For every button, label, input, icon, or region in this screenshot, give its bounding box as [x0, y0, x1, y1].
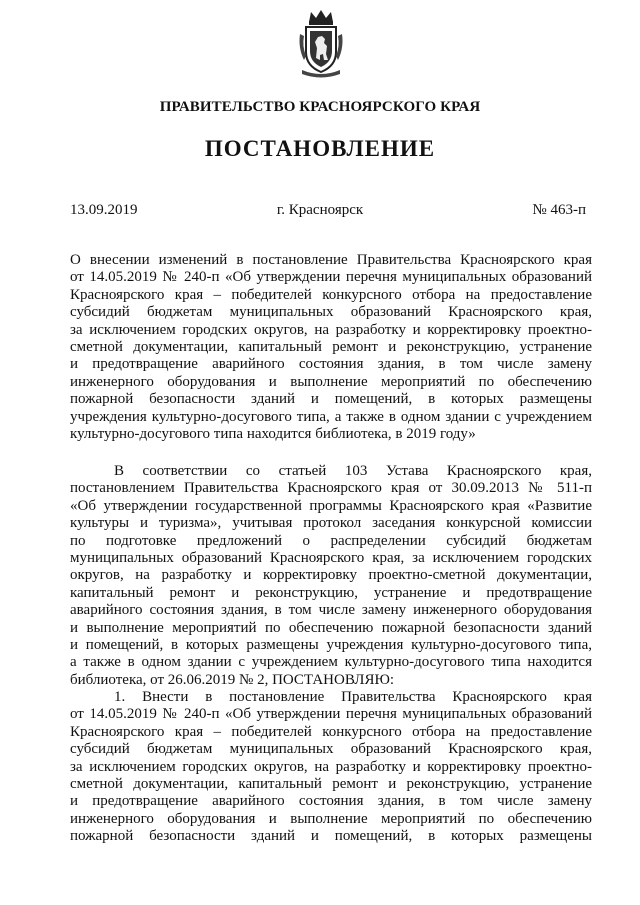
body-line: и помещений, в которых размещены учреждения культурно-досугового типа,: [70, 636, 592, 653]
krasnoyarsk-coat-of-arms-icon: [296, 8, 346, 78]
document-place: г. Красноярск: [276, 202, 364, 218]
body-line: от 14.05.2019 № 240-п «Об утверждении перечня муниципальных образований: [70, 706, 592, 723]
subject-line: от 14.05.2019 № 240-п «Об утверждении перечня муниципальных образований: [70, 269, 592, 286]
subject-line: учреждения культурно-досугового типа, а также в одном здании с учреждением: [70, 408, 592, 425]
body-line: В соответствии со статьей 103 Устава Красноярского края,: [114, 463, 592, 479]
subject-line: сметной документации, капитальный ремонт и реконструкцию, устранение: [70, 338, 592, 355]
body-text: [70, 463, 592, 846]
body-line: постановлением Правительства Красноярского края от 30.09.2013 № 511-п: [70, 480, 592, 497]
body-line: Красноярского края – победителей конкурсного отбора на предоставление: [70, 723, 592, 740]
subject-line: и предотвращение аварийного состояния здания, в том числе замену: [70, 356, 592, 373]
body-line: пожарной безопасности зданий и помещений, в которых размещены: [70, 828, 592, 845]
body-line: инженерного оборудования и выполнение мероприятий по обеспечению: [70, 810, 592, 827]
body-line: и предотвращение аварийного состояния здания, в том числе замену: [70, 793, 592, 810]
subject-line: пожарной безопасности зданий и помещений, в которых размещены: [70, 391, 592, 408]
subject-line: культурно-досугового типа находится библиотека, в 2019 году»: [70, 425, 476, 442]
body-line: субсидий бюджетам муниципальных образований Красноярского края,: [70, 741, 592, 758]
body-line: за исключением городских округов, на разработку и корректировку проектно-: [70, 758, 592, 775]
body-line: и выполнение мероприятий по обеспечению пожарной безопасности зданий: [70, 619, 592, 636]
subject-line: инженерного оборудования и выполнение мероприятий по обеспечению: [70, 373, 592, 390]
body-line: капитальный ремонт и реконструкцию, устранение и предотвращение: [70, 584, 592, 601]
document-date: 13.09.2019: [70, 202, 138, 218]
body-line: 1. Внести в постановление Правительства Красноярского края: [114, 689, 592, 706]
body-line: культуры и туризма», учитывая протокол заседания конкурсной комиссии: [70, 515, 592, 532]
document-number: № 463-п: [532, 202, 586, 218]
body-line: «Об утверждении государственной программы Красноярского края «Развитие: [70, 497, 592, 514]
organization-title: ПРАВИТЕЛЬСТВО КРАСНОЯРСКОГО КРАЯ: [159, 99, 481, 115]
subject-heading: [70, 252, 592, 443]
subject-line: О внесении изменений в постановление Правительства Красноярского края: [70, 252, 592, 268]
subject-line: субсидий бюджетам муниципальных образований Красноярского края,: [70, 304, 592, 321]
body-line: округов, на разработку и корректировку проектно-сметной документации,: [70, 567, 592, 584]
document-type-title: ПОСТАНОВЛЕНИЕ: [204, 136, 436, 161]
subject-line: Красноярского края – победителей конкурсного отбора на предоставление: [70, 286, 592, 303]
body-line: муниципальных образований Красноярского края, за исключением городских: [70, 549, 592, 566]
body-line: аварийного состояния здания, в том числе замену инженерного оборудования: [70, 602, 592, 619]
subject-line: за исключением городских округов, на разработку и корректировку проектно-: [70, 321, 592, 338]
body-line: библиотека, от 26.06.2019 № 2, ПОСТАНОВЛЯЮ:: [70, 671, 395, 688]
body-line: а также в одном здании с учреждением культурно-досугового типа находится: [70, 654, 592, 671]
body-line: по подготовке предложений о распределении субсидий бюджетам: [70, 532, 592, 549]
body-line: сметной документации, капитальный ремонт и реконструкцию, устранение: [70, 776, 592, 793]
